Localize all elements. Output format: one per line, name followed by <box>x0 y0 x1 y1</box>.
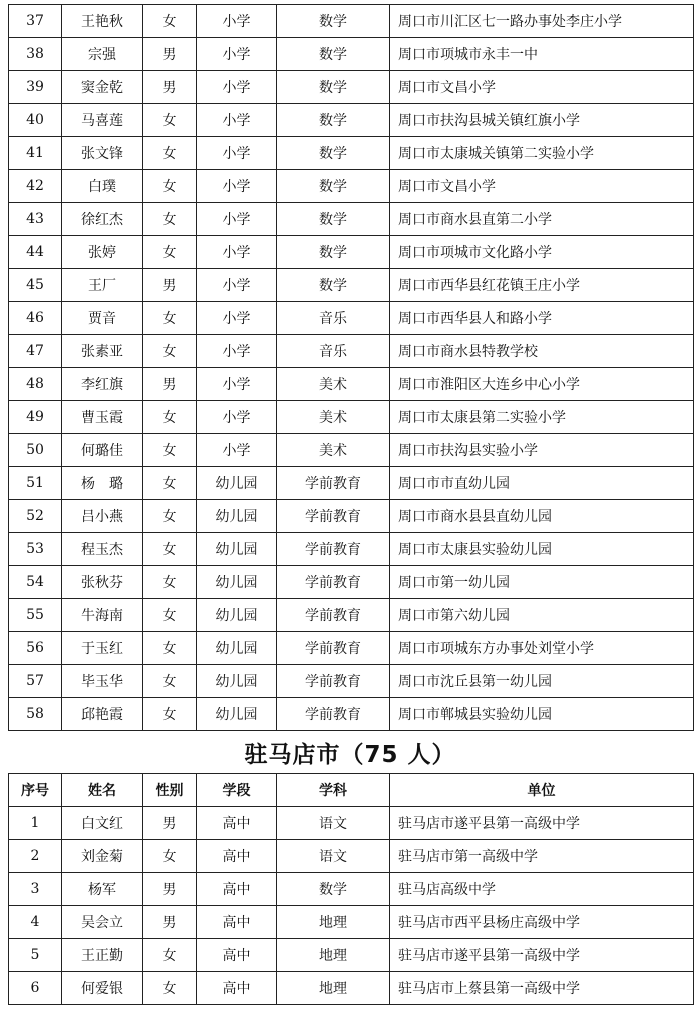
cell-index: 40 <box>9 104 62 137</box>
table-row <box>9 269 694 302</box>
cell-subject: 数学 <box>277 137 390 170</box>
table-row <box>9 137 694 170</box>
cell-index: 5 <box>9 939 62 972</box>
cell-index: 57 <box>9 665 62 698</box>
table-row <box>9 939 694 972</box>
cell-name: 马喜莲 <box>62 104 143 137</box>
header-stage: 学段 <box>197 774 277 807</box>
cell-unit: 周口市第六幼儿园 <box>390 599 694 632</box>
table-row <box>9 906 694 939</box>
teacher-table-zhoukou <box>8 4 694 731</box>
cell-stage: 幼儿园 <box>197 632 277 665</box>
cell-unit: 周口市太康县第二实验小学 <box>390 401 694 434</box>
cell-stage: 小学 <box>197 269 277 302</box>
cell-unit: 周口市项城市永丰一中 <box>390 38 694 71</box>
cell-index: 56 <box>9 632 62 665</box>
cell-name: 王正勤 <box>62 939 143 972</box>
cell-unit: 周口市第一幼儿园 <box>390 566 694 599</box>
cell-gender: 女 <box>143 467 197 500</box>
cell-stage: 小学 <box>197 368 277 401</box>
cell-gender: 女 <box>143 939 197 972</box>
cell-subject: 音乐 <box>277 302 390 335</box>
cell-name: 张秋芬 <box>62 566 143 599</box>
cell-stage: 小学 <box>197 335 277 368</box>
cell-gender: 女 <box>143 840 197 873</box>
cell-index: 54 <box>9 566 62 599</box>
cell-name: 王厂 <box>62 269 143 302</box>
cell-unit: 周口市郸城县实验幼儿园 <box>390 698 694 731</box>
cell-subject: 数学 <box>277 170 390 203</box>
cell-gender: 女 <box>143 698 197 731</box>
table-row <box>9 840 694 873</box>
cell-unit: 周口市商水县特教学校 <box>390 335 694 368</box>
table-row <box>9 203 694 236</box>
table-row <box>9 5 694 38</box>
cell-stage: 高中 <box>197 807 277 840</box>
cell-gender: 女 <box>143 500 197 533</box>
teacher-table-zhumadian <box>8 773 694 1005</box>
table-row <box>9 599 694 632</box>
cell-gender: 女 <box>143 104 197 137</box>
cell-unit: 驻马店市遂平县第一高级中学 <box>390 807 694 840</box>
cell-name: 张文锋 <box>62 137 143 170</box>
table-row <box>9 500 694 533</box>
cell-stage: 小学 <box>197 104 277 137</box>
cell-name: 宗强 <box>62 38 143 71</box>
cell-name: 程玉杰 <box>62 533 143 566</box>
cell-index: 41 <box>9 137 62 170</box>
cell-name: 白文红 <box>62 807 143 840</box>
cell-gender: 女 <box>143 236 197 269</box>
cell-unit: 周口市太康城关镇第二实验小学 <box>390 137 694 170</box>
cell-subject: 语文 <box>277 840 390 873</box>
cell-unit: 驻马店高级中学 <box>390 873 694 906</box>
cell-name: 王艳秋 <box>62 5 143 38</box>
cell-unit: 周口市西华县人和路小学 <box>390 302 694 335</box>
table-row <box>9 665 694 698</box>
table-row <box>9 566 694 599</box>
cell-subject: 地理 <box>277 906 390 939</box>
cell-index: 43 <box>9 203 62 236</box>
cell-index: 51 <box>9 467 62 500</box>
cell-index: 47 <box>9 335 62 368</box>
cell-index: 46 <box>9 302 62 335</box>
cell-subject: 学前教育 <box>277 665 390 698</box>
cell-subject: 数学 <box>277 873 390 906</box>
cell-name: 张婷 <box>62 236 143 269</box>
cell-subject: 数学 <box>277 236 390 269</box>
cell-subject: 美术 <box>277 434 390 467</box>
cell-name: 白璞 <box>62 170 143 203</box>
cell-gender: 男 <box>143 38 197 71</box>
cell-stage: 幼儿园 <box>197 467 277 500</box>
cell-gender: 男 <box>143 368 197 401</box>
cell-name: 吕小燕 <box>62 500 143 533</box>
section-title: 驻马店市（75 人） <box>244 742 456 768</box>
cell-subject: 地理 <box>277 939 390 972</box>
cell-unit: 周口市市直幼儿园 <box>390 467 694 500</box>
table-row <box>9 533 694 566</box>
cell-index: 58 <box>9 698 62 731</box>
cell-subject: 音乐 <box>277 335 390 368</box>
cell-index: 42 <box>9 170 62 203</box>
cell-subject: 学前教育 <box>277 500 390 533</box>
header-subject: 学科 <box>277 774 390 807</box>
cell-gender: 女 <box>143 632 197 665</box>
cell-gender: 女 <box>143 203 197 236</box>
cell-unit: 周口市项城东方办事处刘堂小学 <box>390 632 694 665</box>
table-row <box>9 434 694 467</box>
cell-name: 杨 璐 <box>62 467 143 500</box>
cell-name: 贾音 <box>62 302 143 335</box>
table-body <box>9 5 694 731</box>
cell-gender: 女 <box>143 665 197 698</box>
cell-stage: 高中 <box>197 840 277 873</box>
cell-stage: 幼儿园 <box>197 500 277 533</box>
table-row <box>9 632 694 665</box>
cell-unit: 周口市扶沟县城关镇红旗小学 <box>390 104 694 137</box>
cell-index: 44 <box>9 236 62 269</box>
cell-name: 杨军 <box>62 873 143 906</box>
cell-gender: 男 <box>143 269 197 302</box>
cell-stage: 小学 <box>197 203 277 236</box>
cell-subject: 学前教育 <box>277 632 390 665</box>
cell-stage: 小学 <box>197 401 277 434</box>
table-row <box>9 401 694 434</box>
cell-index: 50 <box>9 434 62 467</box>
cell-name: 于玉红 <box>62 632 143 665</box>
cell-index: 6 <box>9 972 62 1005</box>
cell-stage: 小学 <box>197 170 277 203</box>
cell-name: 张素亚 <box>62 335 143 368</box>
cell-stage: 幼儿园 <box>197 698 277 731</box>
cell-stage: 小学 <box>197 434 277 467</box>
cell-unit: 周口市扶沟县实验小学 <box>390 434 694 467</box>
cell-unit: 周口市项城市文化路小学 <box>390 236 694 269</box>
cell-unit: 周口市商水县直第二小学 <box>390 203 694 236</box>
cell-stage: 高中 <box>197 939 277 972</box>
cell-subject: 数学 <box>277 104 390 137</box>
cell-gender: 男 <box>143 71 197 104</box>
cell-index: 53 <box>9 533 62 566</box>
cell-name: 何璐佳 <box>62 434 143 467</box>
cell-name: 曹玉霞 <box>62 401 143 434</box>
cell-stage: 小学 <box>197 302 277 335</box>
cell-subject: 学前教育 <box>277 698 390 731</box>
cell-name: 刘金菊 <box>62 840 143 873</box>
table-row <box>9 467 694 500</box>
table-row <box>9 335 694 368</box>
cell-unit: 驻马店市第一高级中学 <box>390 840 694 873</box>
cell-subject: 学前教育 <box>277 599 390 632</box>
table-row <box>9 368 694 401</box>
cell-stage: 小学 <box>197 236 277 269</box>
cell-index: 37 <box>9 5 62 38</box>
header-name: 姓名 <box>62 774 143 807</box>
cell-gender: 女 <box>143 302 197 335</box>
cell-index: 52 <box>9 500 62 533</box>
cell-index: 38 <box>9 38 62 71</box>
table-row <box>9 972 694 1005</box>
cell-index: 2 <box>9 840 62 873</box>
cell-subject: 美术 <box>277 368 390 401</box>
cell-gender: 女 <box>143 170 197 203</box>
cell-unit: 驻马店市遂平县第一高级中学 <box>390 939 694 972</box>
table-row <box>9 873 694 906</box>
table-row <box>9 807 694 840</box>
cell-unit: 周口市川汇区七一路办事处李庄小学 <box>390 5 694 38</box>
cell-stage: 幼儿园 <box>197 566 277 599</box>
cell-name: 毕玉华 <box>62 665 143 698</box>
cell-gender: 女 <box>143 434 197 467</box>
table-row <box>9 170 694 203</box>
cell-index: 45 <box>9 269 62 302</box>
cell-name: 邱艳霞 <box>62 698 143 731</box>
table-row <box>9 104 694 137</box>
header-gender: 性别 <box>143 774 197 807</box>
table-body <box>9 807 694 1005</box>
cell-stage: 高中 <box>197 972 277 1005</box>
cell-name: 徐红杰 <box>62 203 143 236</box>
cell-subject: 语文 <box>277 807 390 840</box>
cell-unit: 周口市文昌小学 <box>390 71 694 104</box>
cell-index: 48 <box>9 368 62 401</box>
cell-index: 4 <box>9 906 62 939</box>
cell-index: 39 <box>9 71 62 104</box>
cell-unit: 周口市淮阳区大连乡中心小学 <box>390 368 694 401</box>
cell-gender: 女 <box>143 533 197 566</box>
table-header-row <box>9 774 694 807</box>
cell-name: 窦金乾 <box>62 71 143 104</box>
cell-subject: 学前教育 <box>277 467 390 500</box>
cell-subject: 数学 <box>277 269 390 302</box>
cell-index: 3 <box>9 873 62 906</box>
table-row <box>9 698 694 731</box>
cell-subject: 数学 <box>277 203 390 236</box>
cell-gender: 女 <box>143 137 197 170</box>
cell-stage: 幼儿园 <box>197 599 277 632</box>
cell-gender: 女 <box>143 5 197 38</box>
cell-index: 55 <box>9 599 62 632</box>
table-row <box>9 236 694 269</box>
cell-gender: 女 <box>143 335 197 368</box>
cell-gender: 男 <box>143 807 197 840</box>
cell-index: 1 <box>9 807 62 840</box>
cell-subject: 地理 <box>277 972 390 1005</box>
cell-unit: 周口市文昌小学 <box>390 170 694 203</box>
cell-unit: 驻马店市西平县杨庄高级中学 <box>390 906 694 939</box>
cell-unit: 周口市西华县红花镇王庄小学 <box>390 269 694 302</box>
cell-name: 吴会立 <box>62 906 143 939</box>
cell-stage: 小学 <box>197 5 277 38</box>
cell-name: 牛海南 <box>62 599 143 632</box>
cell-index: 49 <box>9 401 62 434</box>
cell-gender: 女 <box>143 566 197 599</box>
cell-stage: 幼儿园 <box>197 533 277 566</box>
cell-unit: 周口市商水县县直幼儿园 <box>390 500 694 533</box>
cell-stage: 幼儿园 <box>197 665 277 698</box>
cell-unit: 周口市沈丘县第一幼儿园 <box>390 665 694 698</box>
cell-subject: 数学 <box>277 71 390 104</box>
cell-stage: 小学 <box>197 71 277 104</box>
cell-subject: 学前教育 <box>277 533 390 566</box>
cell-stage: 小学 <box>197 38 277 71</box>
cell-stage: 高中 <box>197 906 277 939</box>
cell-subject: 数学 <box>277 5 390 38</box>
cell-gender: 女 <box>143 401 197 434</box>
cell-subject: 学前教育 <box>277 566 390 599</box>
cell-unit: 周口市太康县实验幼儿园 <box>390 533 694 566</box>
table-row <box>9 38 694 71</box>
cell-name: 何爱银 <box>62 972 143 1005</box>
cell-gender: 男 <box>143 906 197 939</box>
table-row <box>9 71 694 104</box>
cell-subject: 美术 <box>277 401 390 434</box>
cell-gender: 男 <box>143 873 197 906</box>
cell-unit: 驻马店市上蔡县第一高级中学 <box>390 972 694 1005</box>
cell-name: 李红旗 <box>62 368 143 401</box>
cell-gender: 女 <box>143 972 197 1005</box>
cell-subject: 数学 <box>277 38 390 71</box>
cell-gender: 女 <box>143 599 197 632</box>
header-index: 序号 <box>9 774 62 807</box>
table-row <box>9 302 694 335</box>
cell-stage: 高中 <box>197 873 277 906</box>
header-unit: 单位 <box>390 774 694 807</box>
cell-stage: 小学 <box>197 137 277 170</box>
